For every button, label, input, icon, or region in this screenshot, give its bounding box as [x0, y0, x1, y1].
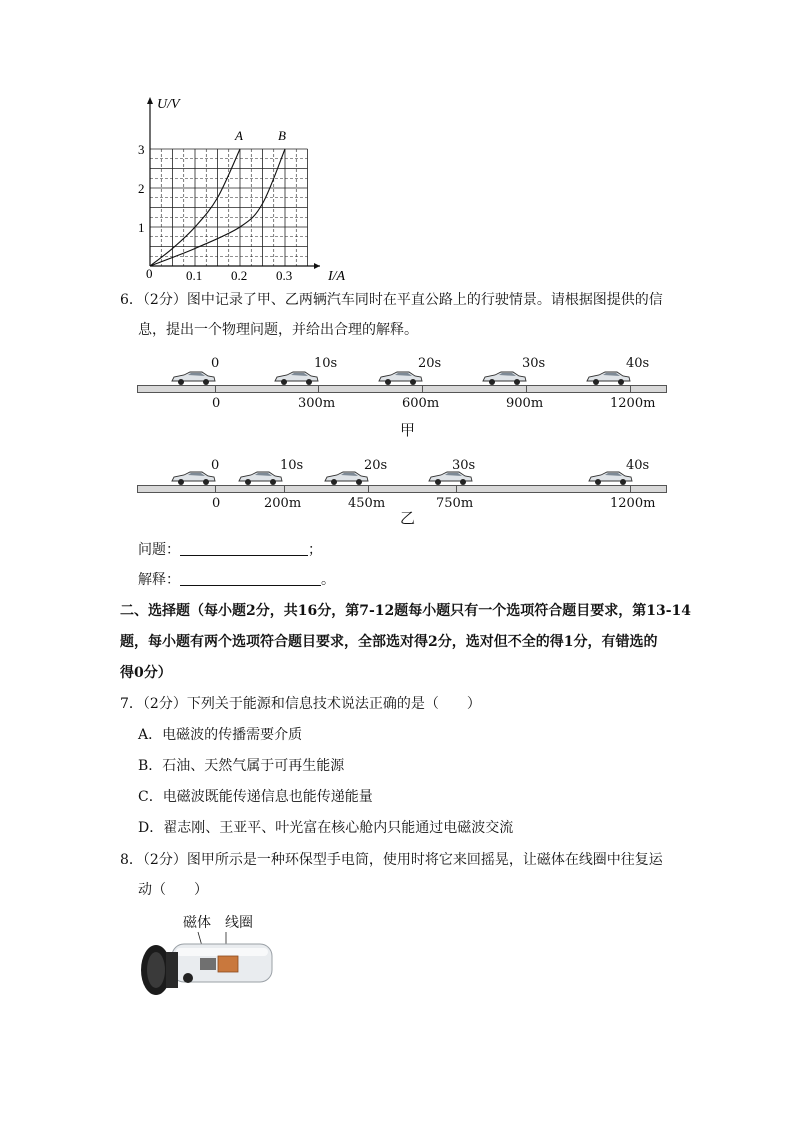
x-tick-labels — [186, 268, 292, 283]
origin-label: 0 — [146, 266, 153, 281]
question-answer-blank[interactable] — [180, 540, 308, 556]
flashlight-body-highlight — [176, 948, 268, 956]
flashlight-image — [136, 930, 276, 1006]
time-label: 40s — [626, 356, 650, 371]
time-label: 10s — [314, 356, 338, 371]
answer-end-mark: 。 — [321, 572, 335, 588]
road-tick — [456, 485, 457, 493]
road-tick — [215, 485, 216, 493]
y-axis-arrow — [147, 97, 153, 104]
q6-answer-line — [138, 570, 335, 590]
question-end-mark: ； — [308, 542, 322, 558]
magnet — [200, 958, 216, 970]
flashlight-switch[interactable] — [183, 973, 193, 983]
y-tick-label: 1 — [138, 220, 145, 235]
distance-label: 1200m — [610, 496, 656, 511]
answer-label: 解释： — [138, 572, 180, 588]
section2-heading-line2: 题，每小题有两个选项符合题目要求，全部选对得2分，选对但不全的得1分，有错选的 — [120, 634, 658, 650]
flashlight-collar — [166, 952, 178, 988]
explanation-answer-blank[interactable] — [180, 570, 321, 586]
car-icon — [377, 370, 423, 384]
time-label: 10s — [280, 458, 304, 473]
q8-stem-line1: 8．（2分）图甲所示是一种环保型手电筒，使用时将它来回摇晃，让磁体在线圈中往复运 — [120, 852, 663, 868]
road-tick — [526, 385, 527, 393]
x-axis-label: I/A — [328, 269, 346, 284]
distance-label: 600m — [402, 396, 440, 411]
time-label: 0 — [211, 458, 220, 473]
label-magnet: 磁体 — [183, 915, 211, 931]
graph-grid — [150, 149, 308, 266]
distance-label: 200m — [264, 496, 302, 511]
x-tick-label: 0.2 — [231, 268, 248, 283]
road-tick — [630, 385, 631, 393]
q7-option-a[interactable]: A．电磁波的传播需要介质 — [138, 727, 303, 743]
road-jia-diagram — [130, 350, 675, 420]
section2-heading-line3: 得0分） — [120, 665, 172, 681]
x-tick-label: 0.3 — [276, 268, 293, 283]
label-coil: 线圈 — [225, 915, 253, 931]
car-icon — [323, 470, 369, 484]
road-yi-caption: 乙 — [400, 509, 416, 527]
question-label: 问题： — [138, 542, 180, 558]
distance-label: 450m — [348, 496, 386, 511]
road-jia — [137, 385, 667, 393]
road-tick — [284, 485, 285, 493]
q7-option-b[interactable]: B．石油、天然气属于可再生能源 — [138, 758, 345, 774]
car-icon — [170, 370, 216, 384]
y-tick-label: 3 — [138, 142, 145, 157]
distance-label: 900m — [506, 396, 544, 411]
x-axis-arrow — [314, 263, 320, 269]
road-yi — [137, 485, 667, 493]
q8-stem-line2: 动（ ） — [138, 882, 208, 898]
road-jia-caption: 甲 — [400, 421, 416, 439]
ui-graph — [125, 90, 365, 285]
car-icon — [273, 370, 319, 384]
distance-label: 750m — [436, 496, 474, 511]
q7-option-c[interactable]: C．电磁波既能传递信息也能传递能量 — [138, 789, 373, 805]
time-label: 20s — [418, 356, 442, 371]
y-tick-labels — [138, 142, 145, 235]
curve-b-label: B — [278, 128, 286, 143]
car-icon — [585, 370, 631, 384]
distance-label: 0 — [212, 496, 221, 511]
car-icon — [481, 370, 527, 384]
curve-a-label: A — [235, 128, 243, 143]
road-tick — [368, 485, 369, 493]
y-tick-label: 2 — [138, 181, 145, 196]
car-icon — [170, 470, 216, 484]
q7-option-d[interactable]: D．翟志刚、王亚平、叶光富在核心舱内只能通过电磁波交流 — [138, 820, 514, 836]
section2-heading-line1: 二、选择题（每小题2分，共16分，第7-12题每小题只有一个选项符合题目要求，第13-14 — [120, 603, 692, 619]
flashlight-lens — [147, 952, 165, 988]
q6-stem-line1: 6．（2分）图中记录了甲、乙两辆汽车同时在平直公路上的行驶情景。请根据图提供的信 — [120, 292, 663, 308]
distance-label: 1200m — [610, 396, 656, 411]
road-tick — [630, 485, 631, 493]
time-label: 0 — [211, 356, 220, 371]
distance-label: 0 — [212, 396, 221, 411]
road-tick — [215, 385, 216, 393]
road-tick — [318, 385, 319, 393]
time-label: 40s — [626, 458, 650, 473]
car-icon — [237, 470, 283, 484]
y-axis-label: U/V — [157, 97, 180, 112]
coil — [218, 956, 238, 972]
x-tick-label: 0.1 — [186, 268, 203, 283]
time-label: 20s — [364, 458, 388, 473]
time-label: 30s — [452, 458, 476, 473]
q6-question-line — [138, 540, 322, 560]
distance-label: 300m — [298, 396, 336, 411]
q7-stem: 7．（2分）下列关于能源和信息技术说法正确的是（ ） — [120, 696, 481, 712]
q6-stem-line2: 息，提出一个物理问题，并给出合理的解释。 — [138, 322, 418, 338]
road-tick — [422, 385, 423, 393]
time-label: 30s — [522, 356, 546, 371]
